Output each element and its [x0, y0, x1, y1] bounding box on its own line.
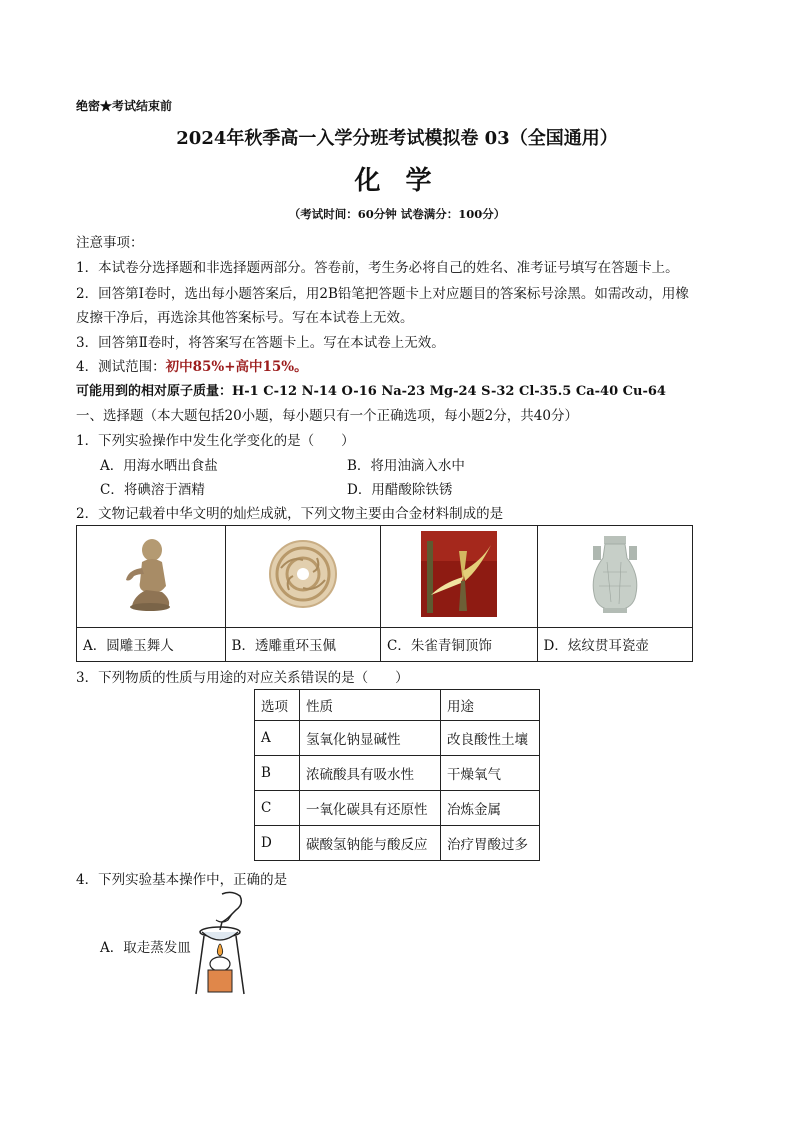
row-d-usage: 治疗胃酸过多: [441, 826, 540, 861]
row-c-usage: 冶炼金属: [441, 791, 540, 826]
artifact-jade-pendant-cell: [225, 526, 381, 628]
evaporating-dish-apparatus-image: [192, 890, 254, 1000]
artifact-bronze-bird-cell: [381, 526, 538, 628]
row-b-usage: 干燥氧气: [441, 756, 540, 791]
jade-dancer-image: [116, 534, 186, 614]
artifact-jade-dancer-cell: [77, 526, 226, 628]
q2-artifact-table: [76, 525, 693, 662]
porcelain-vase-image: [587, 532, 643, 616]
bronze-bird-image: [421, 531, 497, 617]
q1-option-c: C．将碘溶于酒精: [100, 482, 205, 498]
table-row: [255, 826, 540, 861]
q1-option-d: D．用醋酸除铁锈: [347, 482, 453, 498]
q4-stem: 4．下列实验基本操作中，正确的是: [76, 872, 288, 888]
table-row: [255, 756, 540, 791]
q1-option-b: B．将用油滴入水中: [347, 458, 465, 474]
table-row: [255, 791, 540, 826]
row-d-option: D: [255, 826, 300, 861]
q2-option-c: C．朱雀青铜顶饰: [381, 627, 538, 661]
note-4: [76, 355, 308, 375]
q4-option-a: A．取走蒸发皿: [100, 940, 191, 956]
row-c-property: 一氧化碳具有还原性: [300, 791, 441, 826]
q2-stem: 2．文物记载着中华文明的灿烂成就，下列文物主要由合金材料制成的是: [76, 506, 504, 522]
note-2a: 2．回答第Ⅰ卷时，选出每小题答案后，用2B铅笔把答题卡上对应题目的答案标号涂黑。如需改动，用橡: [76, 286, 689, 302]
q2-option-d: D．炫纹贯耳瓷壶: [537, 627, 692, 661]
notes-heading: 注意事项：: [76, 235, 144, 251]
q1-stem: 1．下列实验操作中发生化学变化的是（ ）: [76, 433, 355, 449]
note-1: 1．本试卷分选择题和非选择题两部分。答卷前，考生务必将自己的姓名、准考证号填写在答题卡上。: [76, 260, 679, 276]
row-b-property: 浓硫酸具有吸水性: [300, 756, 441, 791]
note-3: 3．回答第Ⅱ卷时，将答案写在答题卡上。写在本试卷上无效。: [76, 335, 445, 351]
header-option: 选项: [255, 690, 300, 721]
test-range: 初中85%+高中15%。: [165, 359, 308, 375]
atomic-masses: 可能用到的相对原子质量：H-1 C-12 N-14 O-16 Na-23 Mg-24 S-32 Cl-35.5 Ca-40 Cu-64: [76, 384, 666, 399]
q2-option-b: B．透雕重环玉佩: [225, 627, 381, 661]
subject-title: 化 学: [354, 166, 440, 196]
table-row: [255, 721, 540, 756]
artifact-porcelain-vase-cell: [537, 526, 692, 628]
q3-stem: 3．下列物质的性质与用途的对应关系错误的是（ ）: [76, 670, 409, 686]
row-b-option: B: [255, 756, 300, 791]
note-4-prefix: 4．测试范围：: [76, 359, 166, 375]
q2-option-a: A．圆雕玉舞人: [77, 627, 226, 661]
exam-title: 2024年秋季高一入学分班考试模拟卷 03（全国通用）: [176, 128, 618, 149]
jade-pendant-image: [267, 538, 339, 610]
table-header-row: [255, 690, 540, 721]
row-d-property: 碳酸氢钠能与酸反应: [300, 826, 441, 861]
header-usage: 用途: [441, 690, 540, 721]
row-a-option: A: [255, 721, 300, 756]
exam-info: （考试时间：60分钟 试卷满分：100分）: [288, 207, 506, 221]
q1-option-a: A．用海水晒出食盐: [100, 458, 218, 474]
row-c-option: C: [255, 791, 300, 826]
section-heading: 一、选择题（本大题包括20小题，每小题只有一个正确选项，每小题2分，共40分）: [76, 408, 578, 424]
header-property: 性质: [300, 690, 441, 721]
q3-property-table: [254, 689, 540, 861]
row-a-usage: 改良酸性土壤: [441, 721, 540, 756]
row-a-property: 氢氧化钠显碱性: [300, 721, 441, 756]
secret-label: 绝密★考试结束前: [76, 99, 173, 113]
note-2b: 皮擦干净后，再选涂其他答案标号。写在本试卷上无效。: [76, 310, 414, 326]
